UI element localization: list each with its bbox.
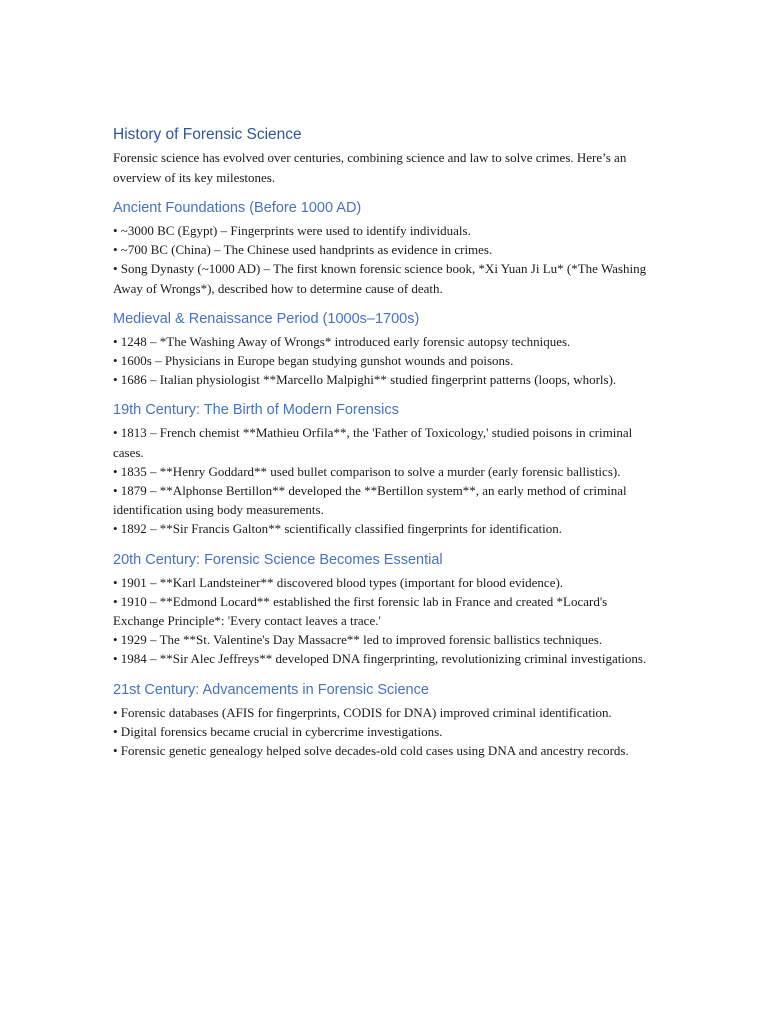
milestone-list [113, 423, 648, 538]
page-title: History of Forensic Science [113, 126, 302, 143]
list-item: • 1813 – French chemist **Mathieu Orfila**, the 'Father of Toxicology,' studied poisons in criminal cases. [113, 425, 633, 460]
list-item: • 1984 – **Sir Alec Jeffreys** developed DNA fingerprinting, revolutionizing criminal investigations. [113, 651, 647, 667]
list-item: • 1600s – Physicians in Europe began studying gunshot wounds and poisons. [113, 353, 514, 369]
list-item: • ~700 BC (China) – The Chinese used handprints as evidence in crimes. [113, 242, 493, 258]
list-item: • Forensic genetic genealogy helped solve decades-old cold cases using DNA and ancestry records. [113, 743, 629, 759]
list-item: • 1835 – **Henry Goddard** used bullet comparison to solve a murder (early forensic ballistics). [113, 463, 621, 479]
section-20th-century [113, 550, 648, 669]
milestone-list [113, 332, 648, 390]
section-medieval [113, 309, 648, 390]
list-item: • 1892 – **Sir Francis Galton** scientifically classified fingerprints for identification. [113, 521, 562, 537]
milestone-list [113, 221, 648, 298]
list-item: • 1929 – The **St. Valentine's Day Massacre** led to improved forensic ballistics techniques. [113, 632, 603, 648]
intro-paragraph: Forensic science has evolved over centuries, combining science and law to solve crimes. Here’s an overview of its key milestones. [113, 150, 627, 185]
section-heading: Ancient Foundations (Before 1000 AD) [113, 200, 362, 216]
list-item: • Digital forensics became crucial in cybercrime investigations. [113, 723, 443, 739]
list-item: • 1901 – **Karl Landsteiner** discovered blood types (important for blood evidence). [113, 574, 564, 590]
section-heading: Medieval & Renaissance Period (1000s–1700s) [113, 310, 420, 327]
milestone-list [113, 703, 648, 761]
list-item: • 1910 – **Edmond Locard** established the first forensic lab in France and created *Locard's Exchange Principle*: 'Every contact leaves a trace.' [113, 593, 608, 629]
milestone-list [113, 573, 648, 669]
section-heading: 21st Century: Advancements in Forensic Science [113, 681, 429, 698]
list-item: • 1879 – **Alphonse Bertillon** developed the **Bertillon system**, an early method of criminal identification using body measurements. [113, 483, 627, 518]
section-ancient [113, 198, 648, 298]
list-item: • 1248 – *The Washing Away of Wrongs* introduced early forensic autopsy techniques. [113, 333, 571, 349]
section-21st-century [113, 680, 648, 761]
list-item: • 1686 – Italian physiologist **Marcello Malpighi** studied fingerprint patterns (loops, whorls). [113, 372, 617, 388]
document-page [113, 124, 648, 760]
section-19th-century [113, 400, 648, 538]
list-item: • Forensic databases (AFIS for fingerprints, CODIS for DNA) improved criminal identification. [113, 704, 612, 720]
list-item: • ~3000 BC (Egypt) – Fingerprints were used to identify individuals. [113, 223, 471, 238]
section-heading: 20th Century: Forensic Science Becomes Essential [113, 551, 443, 568]
section-heading: 19th Century: The Birth of Modern Forensics [113, 402, 399, 419]
list-item: • Song Dynasty (~1000 AD) – The first known forensic science book, *Xi Yuan Ji Lu* (*The Washing Away of Wrongs*), described how to determine cause of death. [113, 261, 647, 296]
